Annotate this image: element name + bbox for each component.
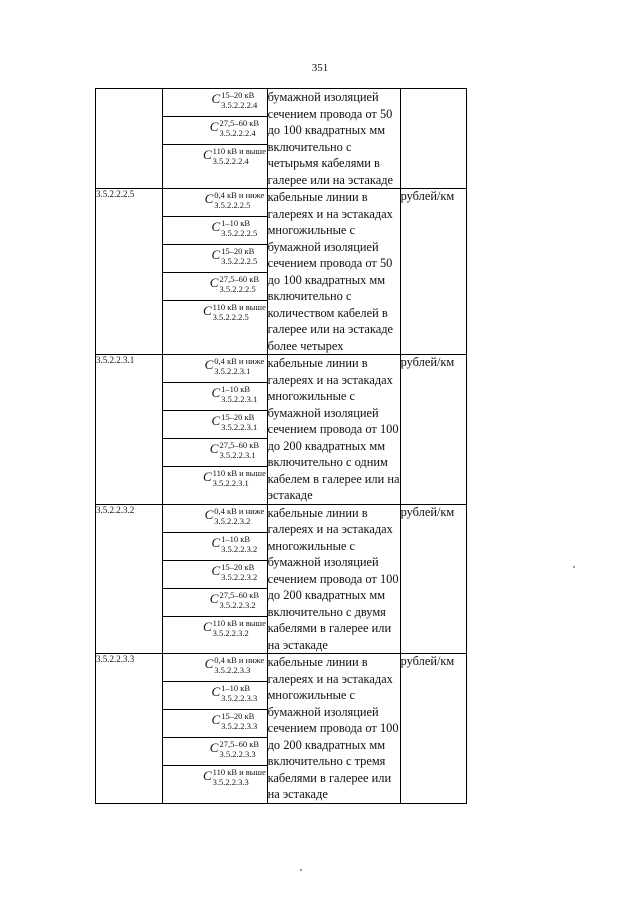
symbol-letter: C [202, 768, 212, 783]
symbol-scripts [221, 684, 257, 703]
symbol-scripts [213, 147, 266, 166]
rate-symbol-row [163, 682, 266, 710]
rate-group-row [96, 189, 467, 355]
item-unit: рублей/км [400, 189, 466, 355]
code-subscript: 3.5.2.2.2.5 [219, 284, 256, 294]
rate-symbol [163, 563, 305, 582]
symbol-scripts [221, 535, 257, 554]
symbol-scripts [221, 385, 257, 404]
item-unit [400, 89, 466, 189]
item-description: кабельные линии в галереях и на эстакадах многожильные с бумажной изоляцией сечением провода от 100 до 200 квадратных мм включительно с тремя кабелями в галерее или на эстакаде [267, 655, 399, 801]
code-subscript: 3.5.2.2.2.4 [221, 100, 258, 110]
rate-symbol [163, 413, 305, 432]
rate-symbol [163, 357, 305, 376]
code-subscript: 3.5.2.2.3.3 [221, 693, 258, 703]
rate-symbol-row [163, 505, 266, 533]
symbol-letter: C [211, 562, 221, 578]
rate-symbol [163, 91, 305, 110]
symbol-scripts [221, 563, 257, 582]
rates-table [95, 88, 467, 804]
rate-symbol [163, 656, 305, 675]
voltage-superscript: 27,5–60 кВ [219, 739, 260, 749]
rate-symbol-row [163, 217, 266, 245]
rate-group-row [96, 504, 467, 654]
rate-symbols-cell [163, 504, 267, 654]
rate-symbol-row [163, 189, 266, 217]
symbol-scripts [214, 191, 264, 210]
rate-symbol [163, 247, 305, 266]
rate-symbol-row [163, 766, 266, 793]
rate-symbol-row [163, 654, 266, 682]
rate-group-row [96, 654, 467, 804]
symbol-letter: C [209, 590, 219, 606]
symbol-scripts [219, 740, 259, 759]
rate-group-row [96, 355, 467, 505]
code-subscript: 3.5.2.2.3.2 [221, 543, 258, 554]
voltage-superscript: 0,4 кВ и ниже [214, 356, 265, 366]
voltage-superscript: 27,5–60 кВ [219, 589, 260, 600]
symbol-scripts [221, 247, 257, 266]
rate-symbol-row [163, 467, 266, 494]
code-subscript: 3.5.2.2.3.2 [221, 571, 258, 582]
voltage-superscript: 27,5–60 кВ [219, 440, 260, 450]
rate-group-row [96, 89, 467, 189]
rate-symbol-row [163, 561, 266, 589]
symbol-scripts [221, 712, 257, 731]
symbol-scripts [221, 91, 257, 110]
symbol-scripts [214, 507, 264, 526]
rate-symbol [163, 441, 305, 460]
symbol-scripts [219, 119, 259, 138]
voltage-superscript: 110 кВ и выше [212, 767, 266, 777]
page-number: 351 [311, 62, 329, 74]
scan-speck [300, 869, 302, 871]
symbol-letter: C [202, 147, 212, 162]
voltage-superscript: 110 кВ и выше [212, 617, 266, 628]
item-description: кабельные линии в галереях и на эстакадах многожильные с бумажной изоляцией сечением провода от 100 до 200 квадратных мм включительно с одним кабелем в галерее или на эстакаде [267, 356, 400, 502]
voltage-superscript: 15–20 кВ [221, 246, 255, 256]
voltage-superscript: 110 кВ и выше [212, 302, 266, 312]
rate-symbol [163, 712, 305, 731]
rate-symbol-row [163, 117, 266, 145]
code-subscript: 3.5.2.2.3.2 [214, 515, 251, 526]
voltage-superscript: 0,4 кВ и ниже [214, 505, 265, 516]
symbol-letter: C [211, 91, 221, 106]
rate-symbol-row [163, 439, 266, 467]
symbol-scripts [213, 469, 266, 488]
code-subscript: 3.5.2.2.3.3 [221, 721, 258, 731]
rate-symbol [163, 768, 305, 787]
rate-symbol-row [163, 145, 266, 172]
symbol-letter: C [211, 247, 221, 262]
item-unit: рублей/км [400, 355, 466, 505]
voltage-superscript: 0,4 кВ и ниже [214, 190, 265, 200]
symbol-scripts [214, 656, 264, 675]
code-subscript: 3.5.2.2.3.3 [219, 749, 256, 759]
rate-symbol-row [163, 273, 266, 301]
item-description: кабельные линии в галереях и на эстакадах многожильные с бумажной изоляцией сечением провода от 100 до 200 квадратных мм включительно с двумя кабелями в галерее или на эстакаде [267, 505, 399, 652]
rate-symbol [163, 507, 305, 526]
rate-symbol [163, 219, 305, 238]
item-description: кабельные линии в галереях и на эстакадах многожильные с бумажной изоляцией сечением провода от 50 до 100 квадратных мм включительно с количеством кабелей в галерее или на эстакаде более четырех [267, 189, 400, 355]
symbol-scripts [221, 413, 257, 432]
item-unit: рублей/км [400, 504, 466, 654]
item-code: 3.5.2.2.3.2 [96, 504, 163, 654]
symbol-letter: C [204, 357, 214, 372]
voltage-superscript: 110 кВ и выше [212, 146, 266, 156]
symbol-letter: C [211, 534, 221, 550]
rate-symbol-row [163, 411, 266, 439]
scan-speck [573, 566, 575, 568]
rate-symbol [163, 684, 305, 703]
voltage-superscript: 15–20 кВ [221, 711, 255, 721]
rate-symbol [163, 147, 305, 166]
voltage-superscript: 15–20 кВ [221, 412, 255, 422]
symbol-scripts [213, 619, 266, 638]
code-subscript: 3.5.2.2.3.1 [221, 394, 258, 404]
rate-symbol-row [163, 89, 266, 117]
symbol-scripts [213, 768, 266, 787]
voltage-superscript: 15–20 кВ [221, 561, 255, 572]
code-subscript: 3.5.2.2.3.2 [212, 627, 249, 638]
rate-symbol [163, 191, 305, 210]
symbol-letter: C [211, 219, 221, 234]
symbol-scripts [213, 303, 266, 322]
item-code: 3.5.2.2.3.1 [96, 355, 163, 505]
code-subscript: 3.5.2.2.2.4 [219, 128, 256, 138]
code-subscript: 3.5.2.2.2.5 [212, 312, 249, 322]
symbol-letter: C [209, 275, 219, 290]
symbol-scripts [214, 357, 264, 376]
item-code [96, 89, 163, 189]
code-subscript: 3.5.2.2.3.2 [219, 599, 256, 610]
rate-symbol-row [163, 533, 266, 561]
symbol-letter: C [202, 303, 212, 318]
rate-symbol [163, 740, 305, 759]
code-subscript: 3.5.2.2.3.1 [219, 450, 256, 460]
code-subscript: 3.5.2.2.3.3 [212, 777, 249, 787]
voltage-superscript: 1–10 кВ [221, 384, 251, 394]
rate-symbol-row [163, 617, 266, 644]
item-code: 3.5.2.2.2.5 [96, 189, 163, 355]
code-subscript: 3.5.2.2.3.3 [214, 665, 251, 675]
rate-symbol [163, 385, 305, 404]
rate-symbols-cell [163, 89, 267, 189]
code-subscript: 3.5.2.2.3.1 [214, 366, 251, 376]
code-subscript: 3.5.2.2.2.5 [221, 256, 258, 266]
symbol-letter: C [204, 656, 214, 671]
rate-symbols-cell [163, 654, 267, 804]
rate-symbol-row [163, 301, 266, 328]
symbol-letter: C [211, 385, 221, 400]
voltage-superscript: 27,5–60 кВ [219, 118, 260, 128]
voltage-superscript: 1–10 кВ [221, 533, 251, 544]
item-description: бумажной изоляцией сечением провода от 50 до 100 квадратных мм включительно с четырьмя кабелями в галерее или на эстакаде [267, 89, 400, 189]
symbol-scripts [219, 441, 259, 460]
rate-symbol [163, 119, 305, 138]
voltage-superscript: 1–10 кВ [221, 683, 251, 693]
symbol-scripts [219, 275, 259, 294]
rate-symbols-cell [163, 355, 267, 505]
rate-symbol-row [163, 710, 266, 738]
symbol-letter: C [202, 469, 212, 484]
rate-symbol-row [163, 355, 266, 383]
rate-symbols-cell [163, 189, 267, 355]
code-subscript: 3.5.2.2.2.4 [212, 156, 249, 166]
symbol-letter: C [204, 191, 214, 206]
symbol-scripts [219, 591, 259, 610]
rate-symbol-row [163, 245, 266, 273]
rate-symbol [163, 275, 305, 294]
voltage-superscript: 0,4 кВ и ниже [214, 655, 265, 665]
symbol-letter: C [209, 740, 219, 755]
symbol-letter: C [211, 712, 221, 727]
voltage-superscript: 110 кВ и выше [212, 468, 266, 478]
code-subscript: 3.5.2.2.3.1 [212, 478, 249, 488]
symbol-letter: C [204, 506, 214, 522]
voltage-superscript: 15–20 кВ [221, 90, 255, 100]
rates-table-body [96, 89, 467, 804]
symbol-scripts [221, 219, 257, 238]
symbol-letter: C [211, 413, 221, 428]
rate-symbol [163, 591, 305, 610]
symbol-letter: C [209, 441, 219, 456]
voltage-superscript: 27,5–60 кВ [219, 274, 260, 284]
rate-symbol [163, 535, 305, 554]
code-subscript: 3.5.2.2.3.1 [221, 422, 258, 432]
symbol-letter: C [211, 684, 221, 699]
voltage-superscript: 1–10 кВ [221, 218, 251, 228]
code-subscript: 3.5.2.2.2.5 [214, 200, 251, 210]
item-unit: рублей/км [400, 654, 466, 804]
rate-symbol [163, 469, 305, 488]
rate-symbol [163, 303, 305, 322]
rate-symbol-row [163, 738, 266, 766]
symbol-letter: C [209, 119, 219, 134]
rate-symbol-row [163, 383, 266, 411]
code-subscript: 3.5.2.2.2.5 [221, 228, 258, 238]
symbol-letter: C [202, 618, 212, 634]
rate-symbol-row [163, 589, 266, 617]
item-code: 3.5.2.2.3.3 [96, 654, 163, 804]
rate-symbol [163, 619, 305, 638]
